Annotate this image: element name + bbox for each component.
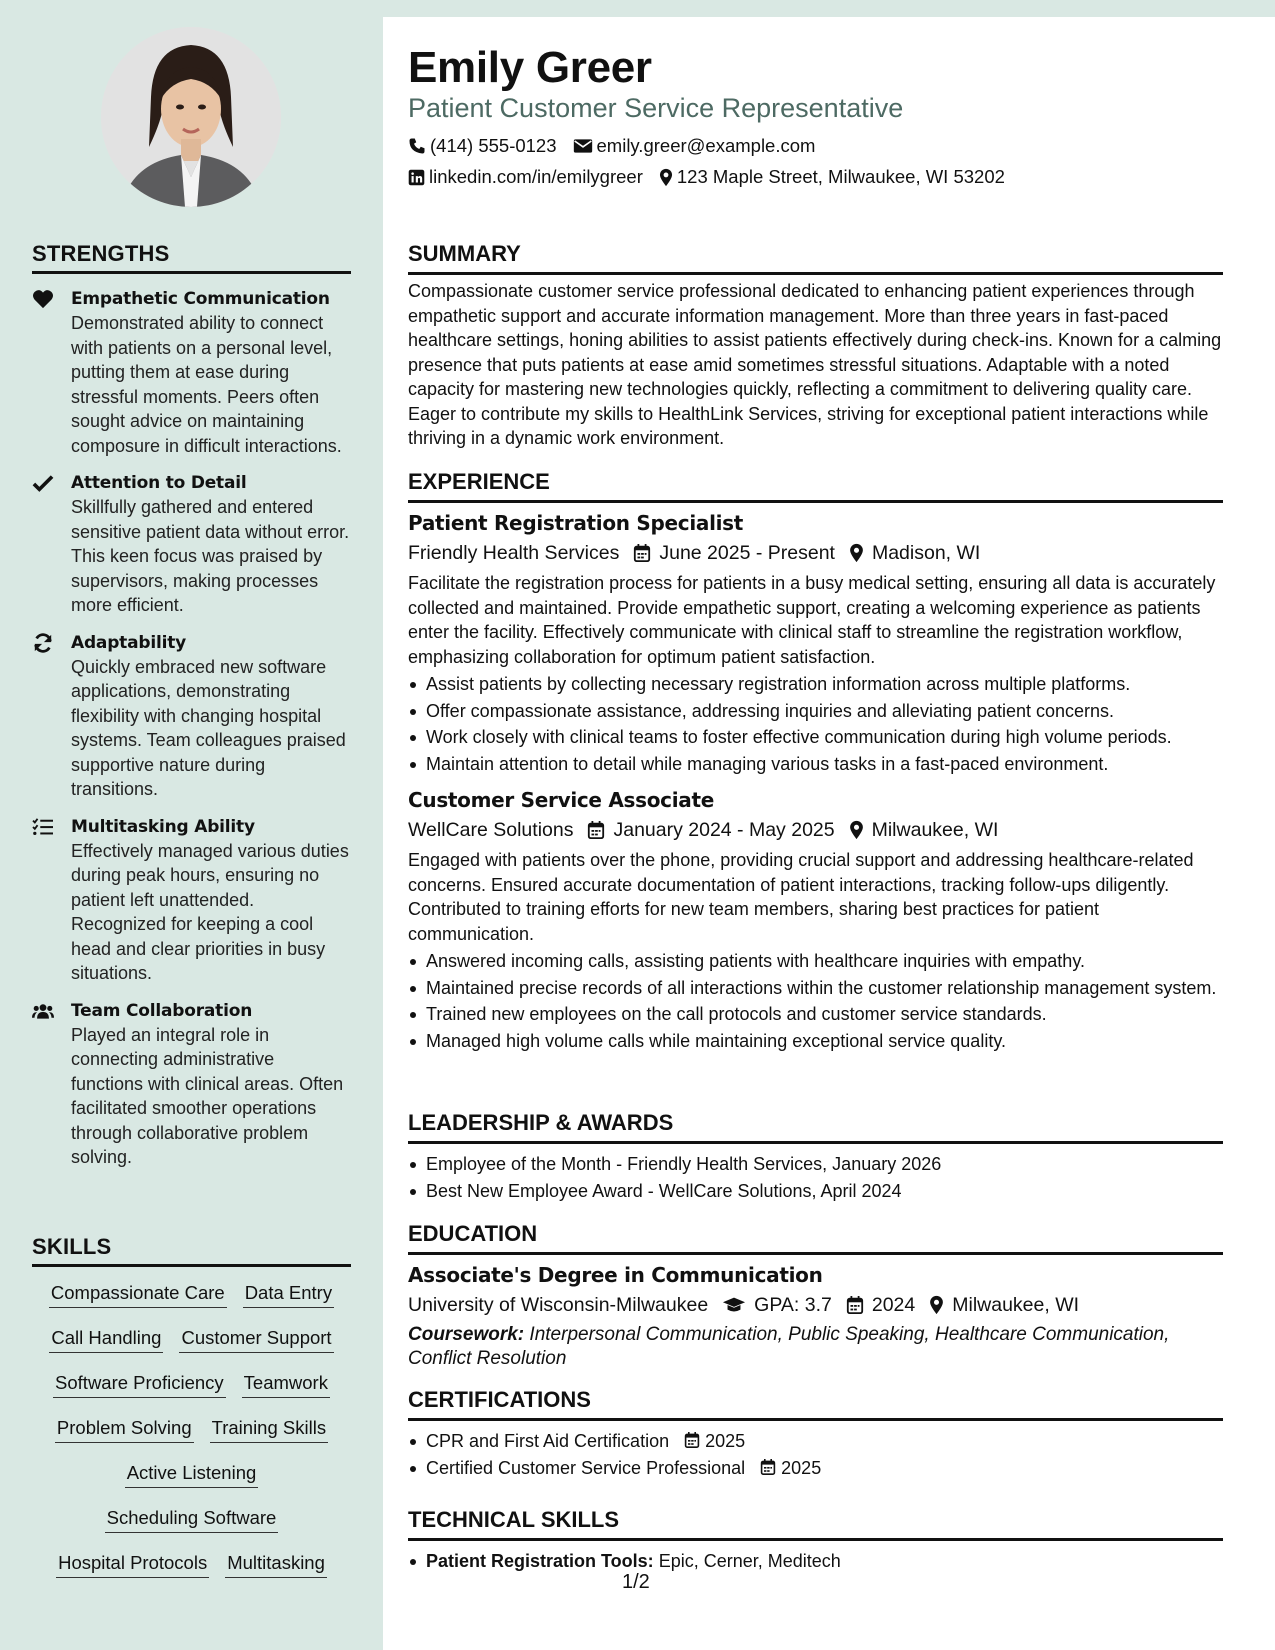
- address-text: 123 Maple Street, Milwaukee, WI 53202: [676, 166, 1005, 187]
- education-location: Milwaukee, WI: [952, 1294, 1080, 1316]
- refresh-icon: [32, 633, 54, 653]
- contact-row-2: [408, 166, 1021, 188]
- strength-desc: Skillfully gathered and entered sensitive patient data without error. This keen focus was praised by supervisors, making processes more efficient.: [71, 497, 350, 615]
- job-dates: January 2024 - May 2025: [613, 819, 835, 841]
- list-item: Assist patients by collecting necessary registration information across multiple platforms.: [408, 672, 1223, 697]
- candidate-name: Emily Greer: [408, 43, 652, 92]
- job-meta: [408, 816, 1223, 844]
- education-heading: EDUCATION: [408, 1221, 1223, 1255]
- cert-year: 2025: [705, 1431, 746, 1451]
- email-link[interactable]: emily.greer@example.com: [596, 135, 816, 156]
- map-pin-icon: [659, 168, 673, 187]
- skill-tag: Teamwork: [242, 1371, 330, 1398]
- linkedin-icon: [408, 169, 425, 186]
- list-item: Offer compassionate assistance, addressing inquiries and alleviating patient concerns.: [408, 699, 1223, 724]
- leadership-list: [408, 1152, 1223, 1203]
- cert-name: CPR and First Aid Certification: [426, 1431, 670, 1451]
- map-pin-icon: [929, 1295, 944, 1315]
- calendar-icon: [633, 543, 651, 563]
- job-company: WellCare Solutions: [408, 819, 574, 841]
- strength-item: [32, 999, 351, 1170]
- map-pin-icon: [849, 543, 864, 563]
- strength-item: [32, 287, 351, 458]
- job-role: Patient Registration Specialist: [408, 511, 744, 535]
- list-item: [408, 1549, 1223, 1574]
- strength-desc: Played an integral role in connecting administrative functions with clinical areas. Often facilitated smoother operations through collaborative problem solving.: [71, 1024, 344, 1167]
- skills-section: [32, 1234, 351, 1578]
- calendar-icon: [587, 820, 605, 840]
- education-meta: [408, 1291, 1223, 1319]
- job-entry: [408, 786, 1223, 1053]
- certifications-heading: CERTIFICATIONS: [408, 1387, 1223, 1421]
- linkedin-link[interactable]: linkedin.com/in/emilygreer: [429, 166, 643, 187]
- users-icon: [32, 1001, 54, 1021]
- skill-tag: Problem Solving: [55, 1416, 194, 1443]
- calendar-icon: [846, 1295, 864, 1315]
- strength-title: Attention to Detail: [71, 473, 247, 493]
- main-content: [383, 17, 1275, 1650]
- skill-tag: Software Proficiency: [53, 1371, 226, 1398]
- skill-tag: Customer Support: [179, 1326, 333, 1353]
- school-name: University of Wisconsin-Milwaukee: [408, 1294, 709, 1316]
- list-item: Managed high volume calls while maintaining exceptional service quality.: [408, 1029, 1223, 1054]
- list-item: Work closely with clinical teams to foster effective communication during high volume periods.: [408, 725, 1223, 750]
- tech-skill-label: Patient Registration Tools:: [426, 1551, 654, 1571]
- avatar: [101, 27, 281, 207]
- skills-heading: SKILLS: [32, 1234, 351, 1267]
- experience-section: [408, 469, 1223, 1055]
- cert-name: Certified Customer Service Professional: [426, 1457, 746, 1478]
- cert-year: 2025: [781, 1457, 822, 1478]
- map-pin-icon: [849, 820, 864, 840]
- strengths-heading: STRENGTHS: [32, 241, 351, 274]
- education-section: [408, 1221, 1223, 1371]
- phone-item: [408, 135, 557, 157]
- list-item: [408, 1456, 1223, 1481]
- list-item: [408, 1429, 1223, 1454]
- degree-title: Associate's Degree in Communication: [408, 1263, 823, 1287]
- skill-tag: Scheduling Software: [105, 1506, 279, 1533]
- strength-desc: Demonstrated ability to connect with patients on a personal level, putting them at ease during stressful moments. Peers often sought advice on maintaining composure in difficult interactions.: [71, 313, 342, 456]
- graduation-year: 2024: [871, 1294, 916, 1316]
- calendar-icon: [760, 1458, 776, 1476]
- contact-row-1: [408, 135, 831, 157]
- email-item[interactable]: [573, 135, 816, 157]
- coursework: [408, 1323, 1223, 1371]
- coursework-label: Coursework:: [408, 1324, 525, 1345]
- list-item: Best New Employee Award - WellCare Solutions, April 2024: [408, 1179, 1223, 1204]
- strength-desc: Effectively managed various duties during peak hours, ensuring no patient left unattended. Recognized for keeping a cool head and clear priorities in busy situations.: [71, 840, 349, 983]
- certifications-section: [408, 1387, 1223, 1482]
- strength-item: [32, 471, 351, 618]
- linkedin-item[interactable]: [408, 166, 643, 188]
- tech-skill-value: Epic, Cerner, Meditech: [653, 1551, 841, 1571]
- address-item: [659, 166, 1005, 188]
- strength-title: Empathetic Communication: [71, 289, 330, 309]
- job-company: Friendly Health Services: [408, 542, 620, 564]
- job-dates: June 2025 - Present: [659, 542, 835, 564]
- technical-skills-heading: TECHNICAL SKILLS: [408, 1507, 1223, 1541]
- list-item: Employee of the Month - Friendly Health Services, January 2026: [408, 1152, 1223, 1177]
- tasks-icon: [32, 817, 54, 837]
- strength-item: [32, 631, 351, 802]
- technical-skills-list: [408, 1549, 1223, 1574]
- summary-section: [408, 241, 1223, 451]
- job-bullets: [408, 672, 1223, 776]
- leadership-heading: LEADERSHIP & AWARDS: [408, 1110, 1223, 1144]
- sidebar: [0, 0, 383, 1650]
- job-role: Customer Service Associate: [408, 788, 715, 812]
- job-bullets: [408, 949, 1223, 1053]
- check-icon: [32, 473, 54, 493]
- summary-heading: SUMMARY: [408, 241, 1223, 275]
- strength-item: [32, 815, 351, 986]
- coursework-text: Interpersonal Communication, Public Speaking, Healthcare Communication, Conflict Resolution: [408, 1324, 1170, 1369]
- list-item: Maintain attention to detail while managing various tasks in a fast-paced environment.: [408, 752, 1223, 777]
- strength-title: Multitasking Ability: [71, 816, 255, 837]
- list-item: Answered incoming calls, assisting patients with healthcare inquiries with empathy.: [408, 949, 1223, 974]
- candidate-title: Patient Customer Service Representative: [408, 93, 904, 123]
- technical-skills-section: [408, 1507, 1223, 1576]
- envelope-icon: [573, 138, 593, 154]
- skill-tag: Active Listening: [125, 1461, 259, 1488]
- strength-title: Team Collaboration: [71, 1000, 253, 1021]
- certifications-list: [408, 1429, 1223, 1480]
- profile-photo-icon: [101, 27, 281, 207]
- skill-tag: Compassionate Care: [49, 1281, 227, 1308]
- job-entry: [408, 509, 1223, 776]
- gpa: GPA: 3.7: [754, 1294, 832, 1316]
- summary-text: Compassionate customer service professional dedicated to enhancing patient experiences through empathetic support and accurate information management. More than three years in fast-paced healthcare settings, honing abilities to assist patients effectively during check-ins. Known for a calming presence that puts patients at ease amid sometimes stressful situations. Adaptable with a noted capacity for mastering new technologies quickly, reflecting a commitment to delivering quality care. Eager to contribute my skills to HealthLink Services, striving for exceptional patient interactions while thriving in a dynamic work environment.: [408, 281, 1222, 448]
- skill-tag: Data Entry: [243, 1281, 334, 1308]
- leadership-section: [408, 1110, 1223, 1205]
- experience-heading: EXPERIENCE: [408, 469, 1223, 503]
- job-location: Madison, WI: [871, 542, 981, 564]
- job-location: Milwaukee, WI: [871, 819, 999, 841]
- phone-icon: [408, 137, 426, 155]
- skill-tag: Multitasking: [225, 1551, 327, 1578]
- strengths-section: [32, 241, 351, 1170]
- skills-list: [32, 1281, 351, 1578]
- heart-icon: [32, 289, 54, 309]
- strength-desc: Quickly embraced new software applications, demonstrating flexibility with changing hospital systems. Team colleagues praised supportive nature during transitions.: [71, 656, 346, 799]
- calendar-icon: [684, 1431, 700, 1449]
- skill-tag: Call Handling: [49, 1326, 163, 1353]
- list-item: Trained new employees on the call protocols and customer service standards.: [408, 1002, 1223, 1027]
- phone-text: (414) 555-0123: [430, 135, 557, 156]
- job-meta: [408, 539, 1223, 567]
- list-item: Maintained precise records of all interactions within the customer relationship management system.: [408, 976, 1223, 1001]
- job-description: Engaged with patients over the phone, providing crucial support and addressing healthcare-related concerns. Ensured accurate documentation of patient interactions, tracking follow-ups diligently. Contributed to training efforts for new team members, sharing best practices for patient communication.: [408, 850, 1194, 944]
- strength-title: Adaptability: [71, 632, 187, 653]
- skill-tag: Training Skills: [210, 1416, 328, 1443]
- page-number: 1/2: [622, 1571, 650, 1593]
- skill-tag: Hospital Protocols: [56, 1551, 209, 1578]
- job-description: Facilitate the registration process for patients in a busy medical setting, ensuring all data is accurately collected and maintained. Provide empathetic support, creating a welcoming experience as patients enter the facility. Effectively communicate with clinical staff to streamline the registration workflow, emphasizing collaboration for optimum patient satisfaction.: [408, 573, 1216, 667]
- graduation-cap-icon: [722, 1296, 746, 1314]
